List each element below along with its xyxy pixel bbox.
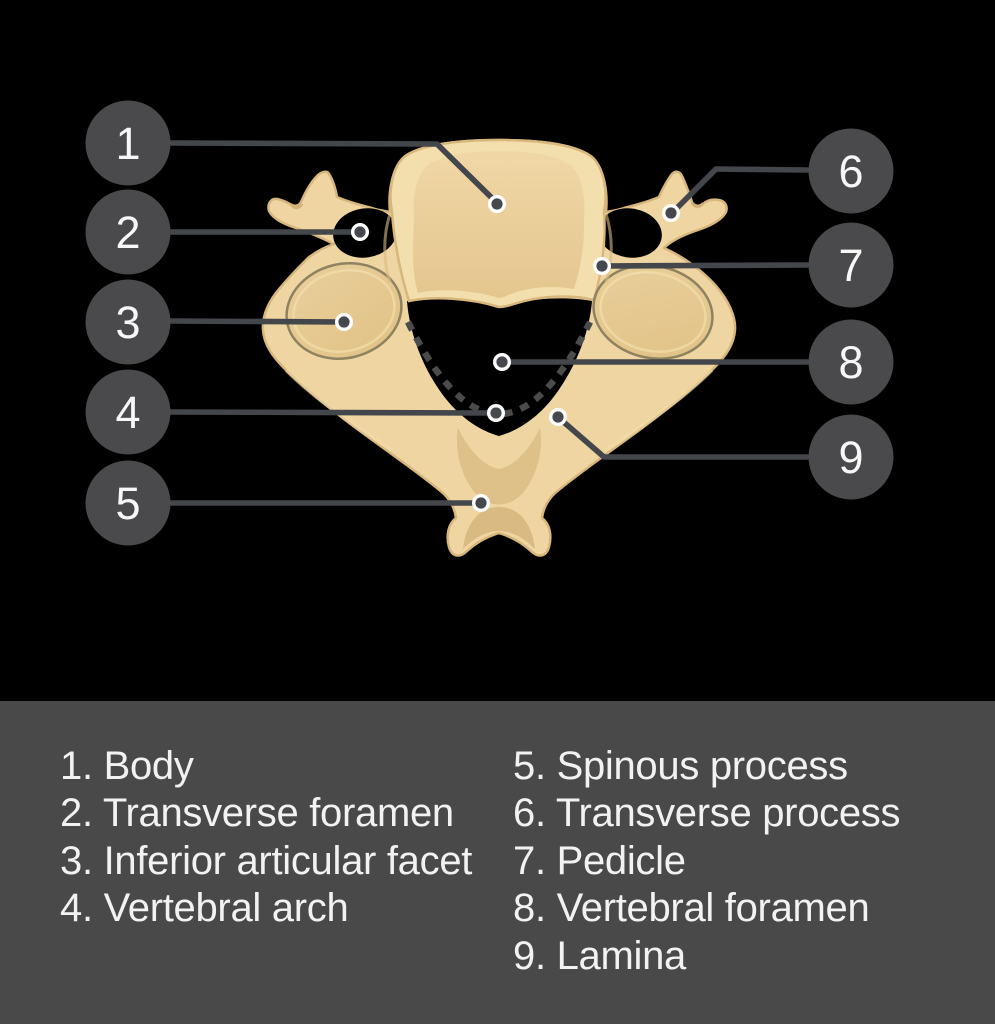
marker-number: 5 [115, 478, 141, 529]
marker-number: 6 [838, 146, 864, 197]
marker-number: 8 [838, 337, 864, 388]
target-dot-pedicle [595, 259, 610, 274]
target-dot-transverse-foramen [353, 225, 368, 240]
marker-number: 1 [115, 118, 141, 169]
legend-column-right [513, 743, 985, 980]
legend-item-vertebral-arch: 4. Vertebral arch [60, 886, 349, 931]
legend-item-transverse-foramen: 2. Transverse foramen [60, 791, 454, 836]
marker-number: 4 [115, 387, 141, 438]
marker-9[interactable] [809, 415, 894, 500]
marker-1[interactable] [86, 101, 171, 186]
legend-column-left [60, 743, 512, 933]
target-dot-body [490, 197, 505, 212]
marker-6[interactable] [809, 129, 894, 214]
marker-number: 9 [838, 432, 864, 483]
marker-5[interactable] [86, 461, 171, 546]
legend-item-transverse-process: 6. Transverse process [513, 791, 901, 836]
target-dot-transverse-process [664, 206, 679, 221]
marker-2[interactable] [86, 190, 171, 275]
leader-line-3 [170, 321, 344, 322]
target-dot-inferior-articular-facet [337, 315, 352, 330]
leader-line-4 [170, 412, 496, 413]
legend-item-pedicle: 7. Pedicle [513, 838, 686, 883]
legend-item-spinous-process: 5. Spinous process [513, 744, 848, 788]
legend-item-body: 1. Body [60, 744, 194, 788]
target-dot-spinous-process [474, 496, 489, 511]
vertebral-body-surface [413, 151, 584, 298]
legend-item-vertebral-foramen: 8. Vertebral foramen [513, 886, 870, 931]
marker-3[interactable] [86, 280, 171, 365]
leader-line-7 [603, 265, 807, 266]
marker-number: 3 [115, 297, 141, 348]
marker-8[interactable] [809, 320, 894, 405]
target-dot-vertebral-arch [489, 406, 504, 421]
legend-item-inferior-articular-facet: 3. Inferior articular facet [60, 838, 473, 883]
marker-number: 7 [838, 240, 864, 291]
target-dot-vertebral-foramen [495, 355, 510, 370]
legend-item-lamina: 9. Lamina [513, 933, 686, 978]
marker-4[interactable] [86, 370, 171, 455]
target-dot-lamina [551, 410, 566, 425]
marker-number: 2 [115, 207, 141, 258]
legend-panel [0, 701, 995, 1024]
marker-7[interactable] [809, 223, 894, 308]
